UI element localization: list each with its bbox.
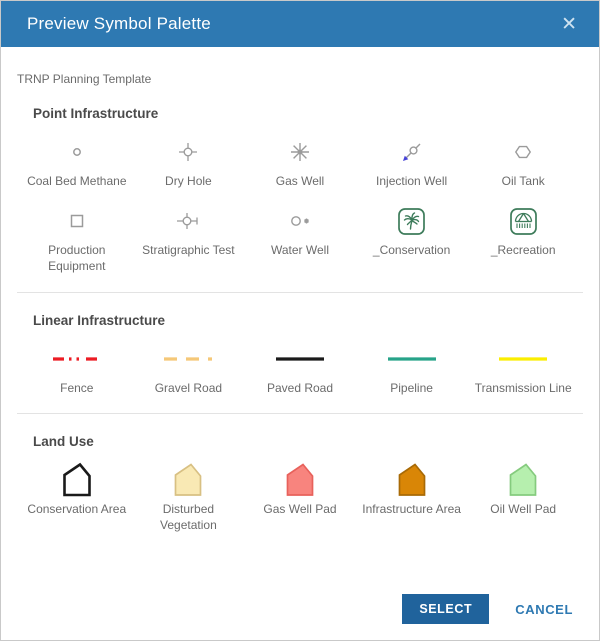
- symbol-grid: [1, 328, 599, 397]
- symbol-item: [356, 449, 468, 534]
- symbol-label: Oil Well Pad: [490, 501, 557, 516]
- pipeline-line-icon: [386, 341, 438, 377]
- symbol-item: [356, 328, 468, 397]
- symbol-label: Gravel Road: [154, 380, 223, 395]
- symbol-item: [356, 121, 468, 190]
- injection-well-icon: [399, 134, 425, 170]
- transmission-line-icon: [497, 341, 549, 377]
- dialog-title: Preview Symbol Palette: [27, 14, 211, 33]
- symbol-label: Paved Road: [266, 380, 334, 395]
- section-divider: [17, 413, 583, 414]
- symbol-label: Oil Tank: [501, 174, 545, 188]
- symbol-item: [244, 121, 356, 190]
- symbol-label: Conservation Area: [27, 501, 127, 516]
- water-well-icon: [287, 203, 313, 239]
- section-title: Land Use: [33, 433, 94, 449]
- section-title: Point Infrastructure: [33, 106, 159, 121]
- coal-bed-methane-icon: [65, 134, 89, 170]
- section-divider: [17, 292, 583, 293]
- cancel-button[interactable]: CANCEL: [515, 601, 573, 617]
- symbol-item: [467, 121, 579, 190]
- symbol-label: _Recreation: [490, 243, 556, 258]
- symbol-item: [133, 190, 245, 275]
- symbol-item: [133, 328, 245, 397]
- template-name: TRNP Planning Template: [17, 72, 152, 86]
- conservation-area-polygon-icon: [62, 462, 92, 498]
- fence-line-icon: [51, 341, 103, 377]
- gravel-road-line-icon: [162, 341, 214, 377]
- symbol-label: Coal Bed Methane: [27, 174, 127, 188]
- symbol-label: Transmission Line: [474, 380, 572, 395]
- symbol-label: Stratigraphic Test: [142, 243, 235, 258]
- oil-well-pad-polygon-icon: [508, 462, 538, 498]
- symbol-item: [467, 190, 579, 275]
- conservation-icon: [397, 203, 426, 239]
- symbol-label: Dry Hole: [165, 174, 212, 188]
- symbol-item: [244, 190, 356, 275]
- symbol-grid: [1, 121, 599, 276]
- disturbed-vegetation-polygon-icon: [173, 462, 203, 498]
- symbol-item: [21, 328, 133, 397]
- close-icon[interactable]: ✕: [561, 13, 577, 35]
- symbol-item: [244, 328, 356, 397]
- symbol-item: [467, 328, 579, 397]
- stratigraphic-test-icon: [175, 203, 201, 239]
- symbol-label: Infrastructure Area: [362, 501, 461, 516]
- symbol-label: Gas Well: [275, 174, 325, 188]
- symbol-item: [21, 190, 133, 275]
- gas-well-icon: [288, 134, 312, 170]
- symbol-label: Fence: [60, 380, 94, 395]
- dialog-header: [1, 1, 599, 47]
- gas-well-pad-polygon-icon: [285, 462, 315, 498]
- infrastructure-area-polygon-icon: [397, 462, 427, 498]
- symbol-grid: [1, 449, 599, 534]
- symbol-label: _Conservation: [372, 243, 451, 258]
- oil-tank-icon: [511, 134, 535, 170]
- dry-hole-icon: [176, 134, 200, 170]
- symbol-item: [133, 449, 245, 534]
- symbol-sections: [1, 86, 599, 534]
- symbol-item: [133, 121, 245, 190]
- symbol-label: Gas Well Pad: [263, 501, 337, 516]
- recreation-icon: [509, 203, 538, 239]
- symbol-item: [244, 449, 356, 534]
- production-equipment-icon: [65, 203, 89, 239]
- symbol-label: Injection Well: [376, 174, 448, 188]
- symbol-label: Disturbed Vegetation: [160, 501, 217, 532]
- symbol-item: [21, 121, 133, 190]
- dialog-footer: [1, 594, 599, 640]
- select-button[interactable]: SELECT: [402, 594, 489, 624]
- symbol-label: Water Well: [270, 243, 329, 258]
- symbol-label: Pipeline: [390, 380, 433, 395]
- symbol-item: [467, 449, 579, 534]
- symbol-label: Production Equipment: [48, 243, 106, 274]
- section-title: Linear Infrastructure: [33, 312, 166, 328]
- paved-road-line-icon: [274, 341, 326, 377]
- symbol-item: [21, 449, 133, 534]
- symbol-item: [356, 190, 468, 275]
